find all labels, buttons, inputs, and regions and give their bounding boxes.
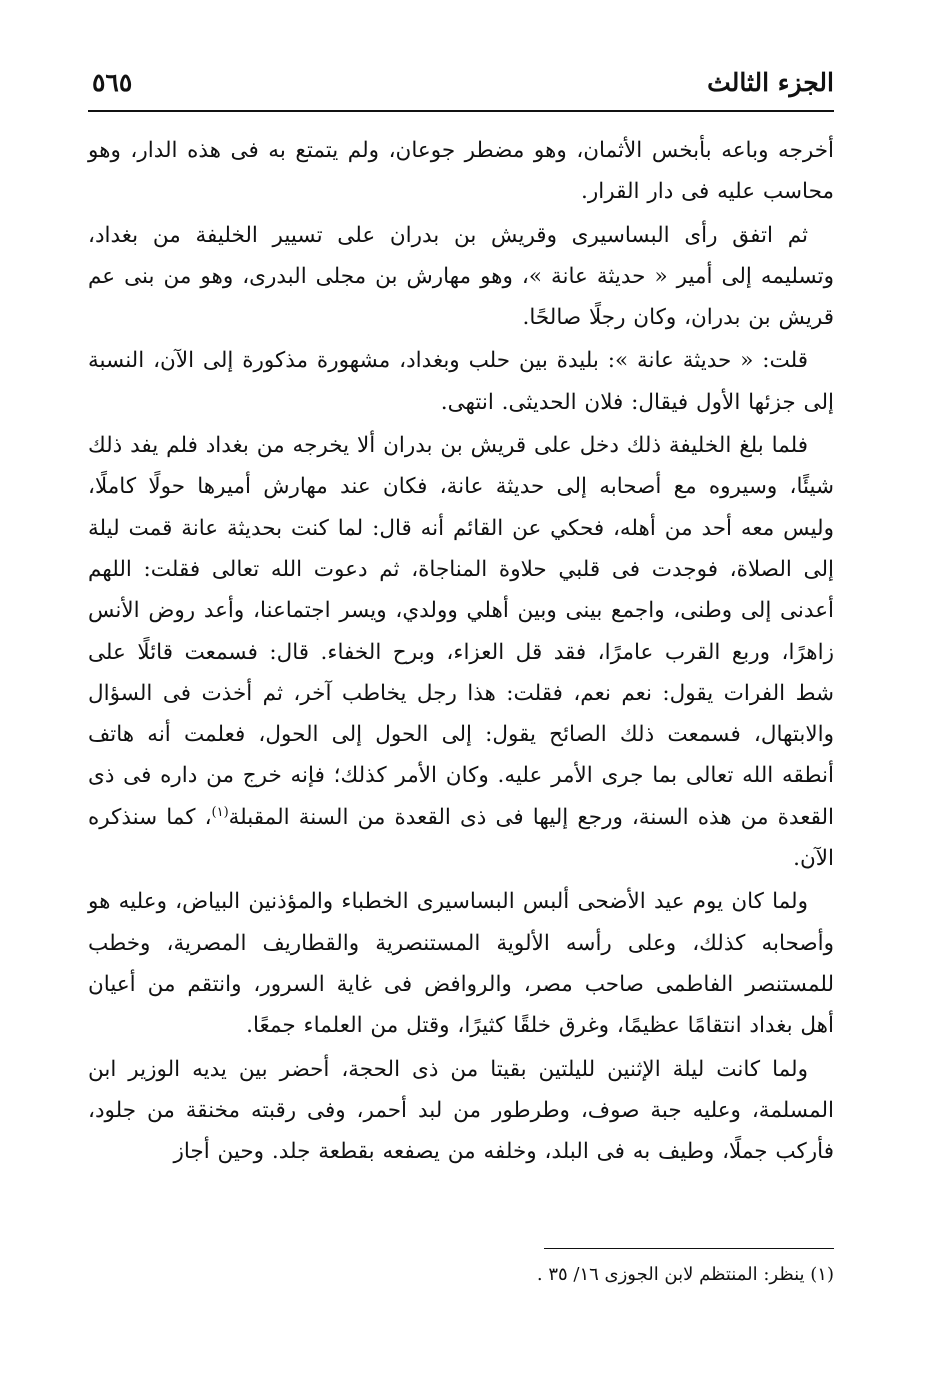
body-text xyxy=(88,130,834,1172)
paragraph-5: ولما كان يوم عيد الأضحى ألبس البساسيرى الخطباء والمؤذنين البياض، وعليه هو وأصحابه كذلك، وعلى رأسه الألوية المستنصرية والقطاريف المصرية، وخطب للمستنصر الفاطمى صاحب مصر، والروافض فى غاية السرور، وانتقم من أعيان أهل بغداد انتقامًا عظيمًا، وغرق خلقًا كثيرًا، وقتل من العلماء جمعًا. xyxy=(88,889,834,1039)
paragraph-4 xyxy=(88,425,834,879)
paragraph-4-tail-start: المقبلة xyxy=(228,804,290,830)
footnote: (١) ينظر: المنتظم لابن الجوزى ١٦/ ٣٥ . xyxy=(536,1264,834,1285)
footnote-divider xyxy=(544,1248,834,1249)
paragraph-6: ولما كانت ليلة الإثنين لليلتين بقيتا من ذى الحجة، أحضر بين يديه الوزير ابن المسلمة، وعليه جبة صوف، وطرطور من لبد أحمر، وفى رقبته مخنقة من جلود، فأركب جملًا، وطيف به فى البلد، وخلفه من يصفعه بقطعة جلد. وحين أجاز xyxy=(88,1056,834,1165)
paragraph-4-tail-end: ، كما سنذكره الآن. xyxy=(88,804,834,872)
page-number: ٥٦٥ xyxy=(92,68,133,97)
page-header xyxy=(88,60,834,112)
footnote-reference: (١) xyxy=(211,804,229,820)
paragraph-2: ثم اتفق رأى البساسيرى وقريش بن بدران على تسيير الخليفة من بغداد، وتسليمه إلى أمير « حديثة عانة »، وهو مهارش بن مجلى البدرى، وهو من بنى عم قريش بن بدران، وكان رجلًا صالحًا. xyxy=(88,222,834,331)
running-title: الجزء الثالث xyxy=(707,68,834,97)
paragraph-3: قلت: « حديثة عانة »: بليدة بين حلب وبغداد، مشهورة مذكورة إلى الآن، النسبة إلى جزئها الأول فيقال: فلان الحديثى. انتهى. xyxy=(88,348,834,415)
book-page xyxy=(88,60,834,1320)
paragraph-1: أخرجه وباعه بأبخس الأثمان، وهو مضطر جوعان، ولم يتمتع به فى هذه الدار، وهو محاسب عليه فى دار القرار. xyxy=(88,138,834,205)
paragraph-4-text: فلما بلغ الخليفة ذلك دخل على قريش بن بدران ألا يخرجه من بغداد فلم يفد ذلك شيئًا، وسيروه مع أصحابه إلى حديثة عانة، فكان عند مهارش أميرها حولًا كاملًا، وليس معه أحد من أهله، فحكي عن القائم أنه قال: لما كنت بحديثة عانة قمت ليلة إلى الصلاة، فوجدت فى قلبي حلاوة المناجاة، ثم دعوت الله تعالى فقلت: اللهم أعدنى إلى وطنى، واجمع بينى وبين أهلي وولدي، ويسر اجتماعنا، وأعد روض الأنس زاهرًا، وربع القرب عامرًا، فقد قل العزاء، وبرح الخفاء. قال: فسمعت قائلًا على شط الفرات يقول: نعم نعم، فقلت: هذا رجل يخاطب آخر، ثم أخذت فى السؤال والابتهال، فسمعت ذلك الصائح يقول: إلى الحول إلى الحول، فعلمت أنه هاتف أنطقه الله تعالى بما جرى الأمر عليه. وكان الأمر كذلك؛ فإنه خرج من داره فى ذى القعدة من هذه السنة، ورجع إليها فى ذى القعدة من السنة xyxy=(88,433,834,830)
